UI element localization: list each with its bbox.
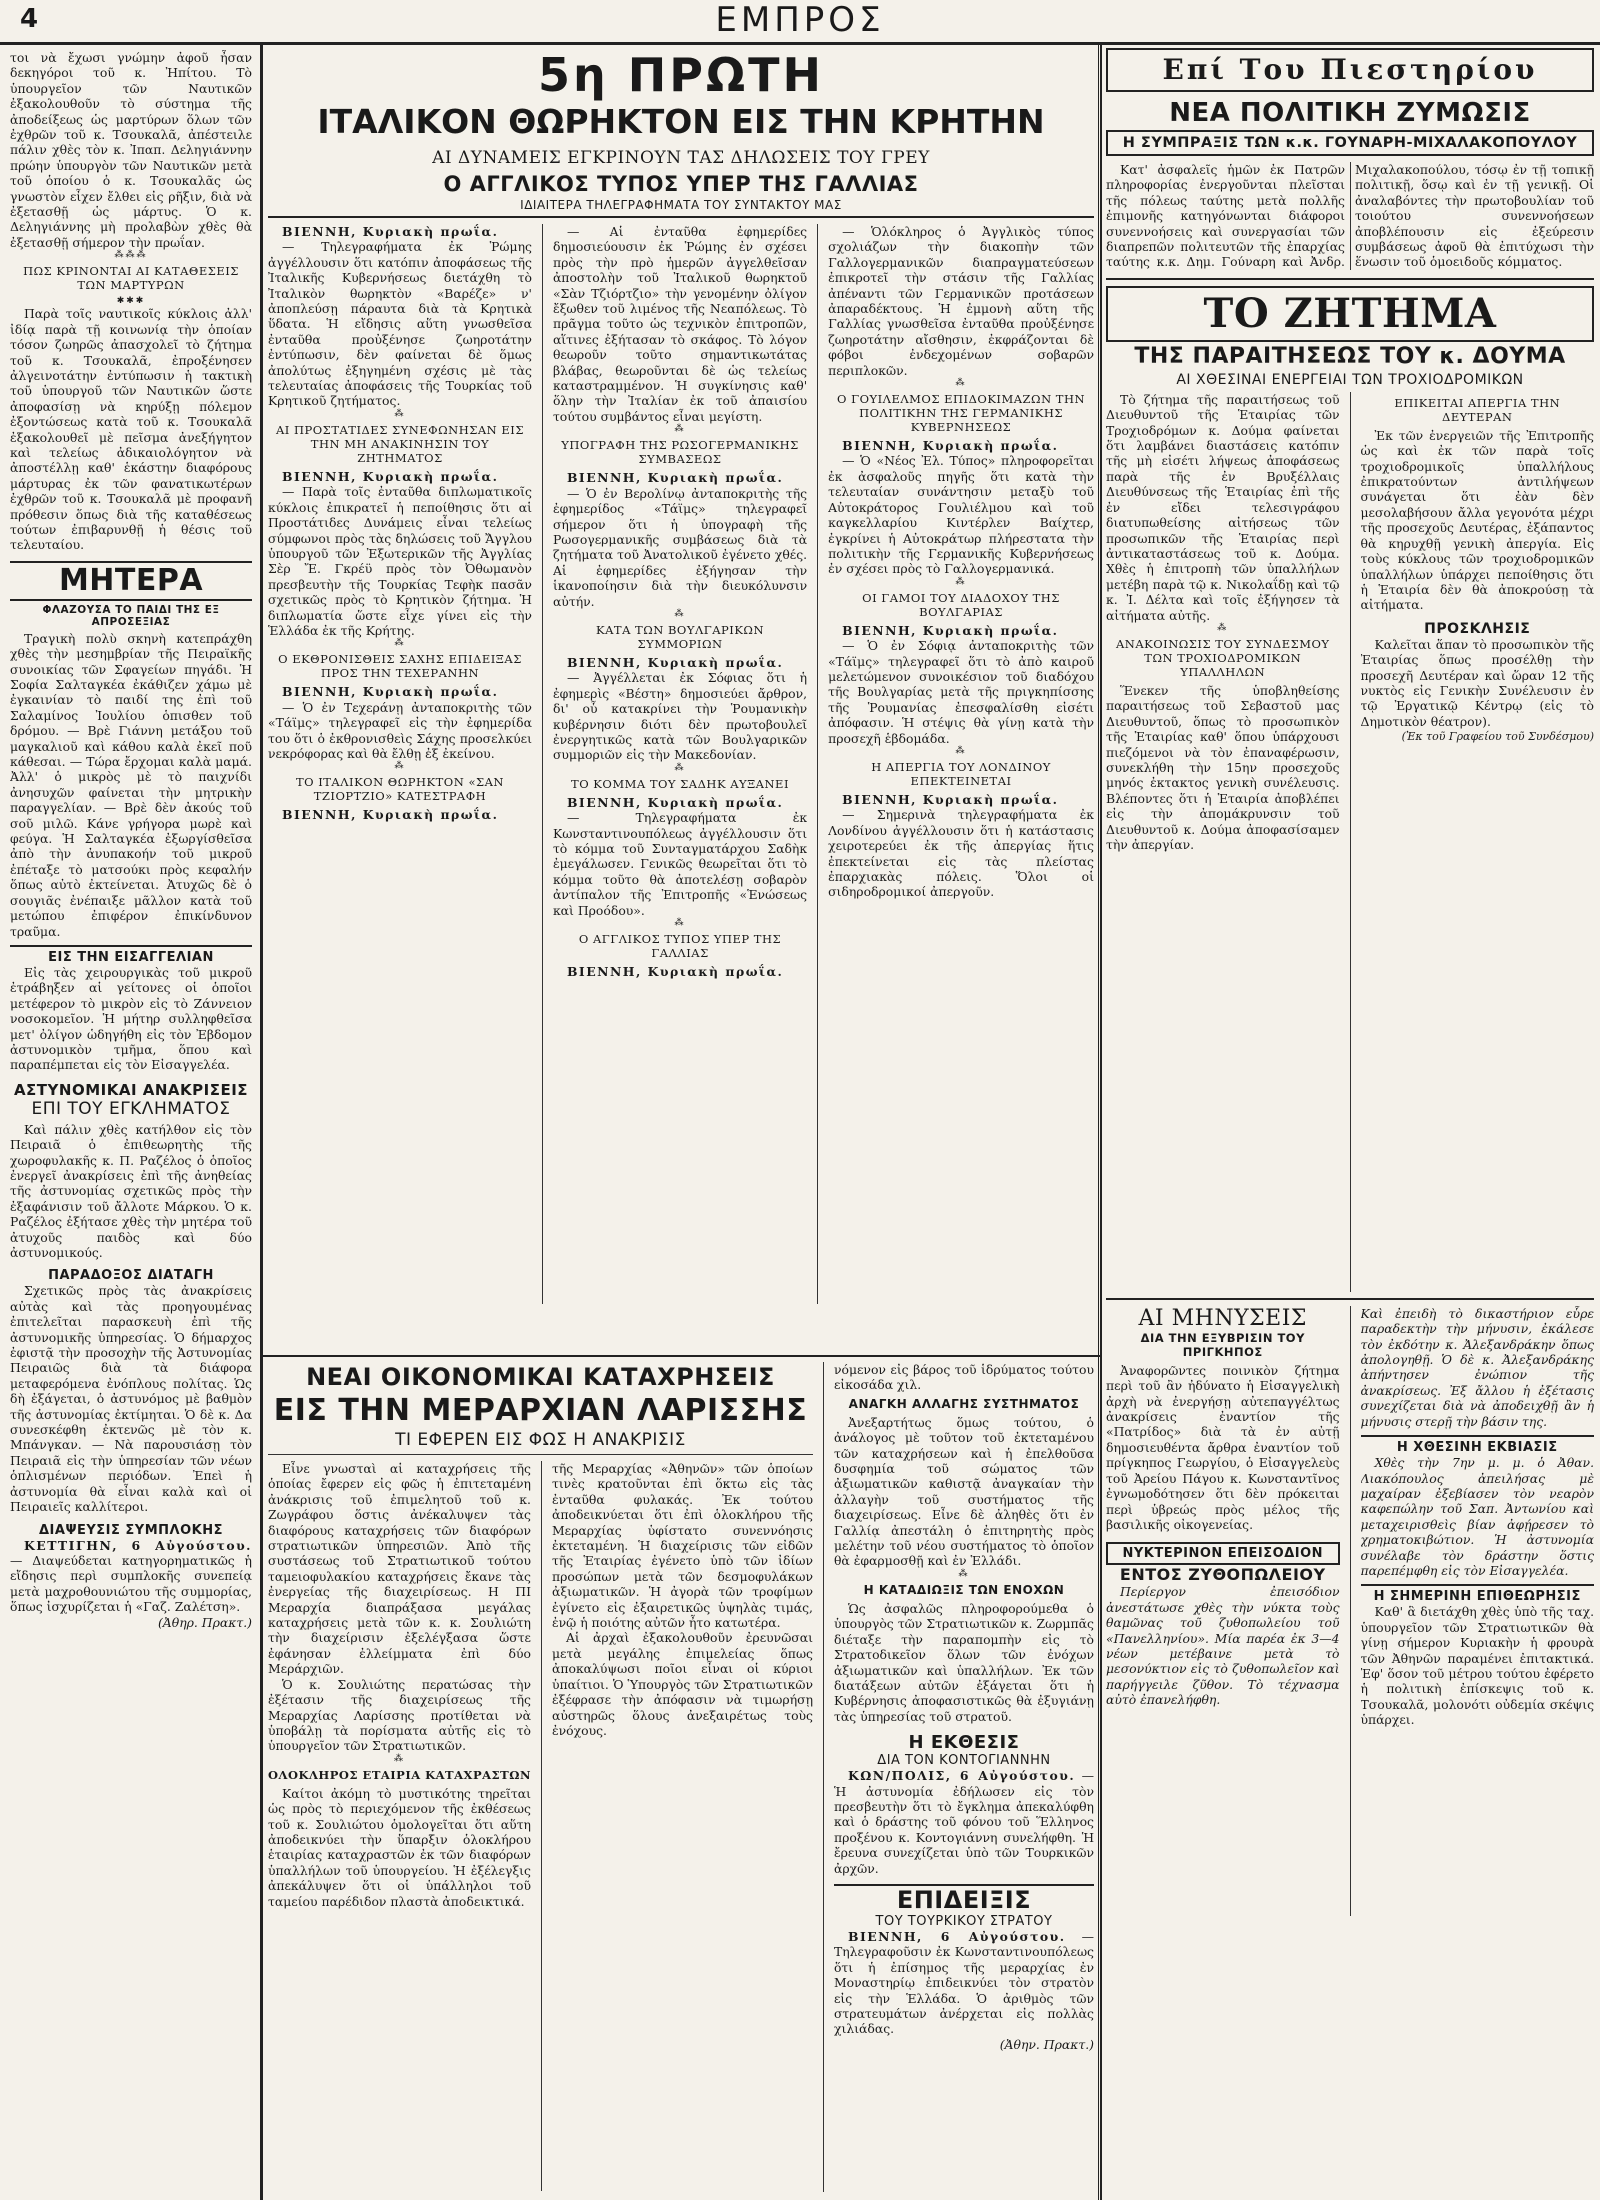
article-body: Εἰς τὰς χειρουργικὰς τοῦ μικροῦ ἐτράβηξεν αἱ γείτονες οἱ ὁποῖοι μετέφερον τὸ μικρὸν εἰς τὸ Ζάννειον νοσοκομεῖον. Ἡ μήτηρ συλληφθεῖσα μετ' ὀλίγον ὡδηγήθη εἰς τὸν Ἐβδομον ἀστυνομικὸν τμῆμα, ὅπου καὶ παραπέμπεται εἰς τὸν Εἰσαγγελέα. (10, 964, 252, 1073)
article-headline: ΜΗΤΕΡΑ (10, 561, 252, 601)
dateline: ΒΙΕΝΝΗ, Κυριακὴ πρωΐα. (566, 964, 784, 980)
article-body: — Σημερινὰ τηλεγραφήματα ἐκ Λονδίνου ἀγγέλλουσιν ὅτι ἡ κατάστασις χειροτερεύει ἐκ τῆς ἀπεργίας ἥτις ἐπεκτείνεται εἰς τὰς πλείστας ἐπαρχιακὰς πόλεις. Ὅλοι οἱ σιδηροδρομικοί ἀπεργοῦν. (828, 807, 1094, 900)
article-body: Καθ' ἃ διετάχθη χθὲς ὑπὸ τῆς ταχ. ὑπουργεῖον τῶν Στρατιωτικῶν θὰ γίνῃ σήμερον Κυριακὴν ἡ φρουρὰ τῶν Ἀθηνῶν παραμένει ἐπιτακτικά. Ἐφ' ὅσον τοῦ μέτρου τούτου ἐφέρετο ἡ πολιτικὴ ἐπίσκεψις τοῦ κ. Τσουκαλᾶ, μολονότι οὐδεμία σκέψις ὑπάρχει. (1360, 1604, 1594, 1728)
dateline: ΒΙΕΝΝΗ, Κυριακὴ πρωΐα. (566, 470, 784, 486)
article-body: Καλεῖται ἅπαν τὸ προσωπικὸν τῆς Ἑταιρίας ὅπως προσέλθῃ τὴν προσεχῆ Δευτέραν καὶ ὥραν 12 τῆς νυκτὸς εἰς Γενικὴν Συνέλευσιν ἐν τῷ Ἐργατικῷ Κέντρῳ (εἰς τὸ Δημοτικὸν θέατρον). (Ἐκ τοῦ Γραφείου τοῦ Συνδέσμου) (1360, 636, 1594, 744)
section-heading: Ο ΓΟΥΙΛΕΛΜΟΣ ΕΠΙΔΟΚΙΜΑΖΩΝ ΤΗΝ ΠΟΛΙΤΙΚΗΝ ΤΗΣ ΓΕΡΜΑΝΙΚΗΣ ΚΥΒΕΡΝΗΣΕΩΣ (837, 392, 1086, 435)
section-rule (262, 1355, 1100, 1357)
page-number: 4 (20, 4, 39, 34)
bottom-story: ΝΕΑΙ ΟΙΚΟΝΟΜΙΚΑΙ ΚΑΤΑΧΡΗΣΕΙΣ ΕΙΣ ΤΗΝ ΜΕΡΑΡΧΙΑΝ ΛΑΡΙΣΣΗΣ ΤΙ ΕΦΕΡΕΝ ΕΙΣ ΦΩΣ Η ΑΝΑΚΡΙΣΙΣ Εἶνε γνωσταὶ αἱ καταχρήσεις τῆς ὁποίας ἔφερεν εἰς φῶς ἡ ἐπιτεταμένη ἀνάκρισις τοῦ ἐπιμελητοῦ τοῦ κ. Ζωγράφου ὅστις ἀνέκαλυψεν τὰς διαφόρους καταχρήσεις τῶν διαφόρων στρατιωτικῶν ὑπηρεσιῶν. Ἀπὸ τῆς συστάσεως τοῦ Στρατιωτικοῦ τούτου ταμειοφυλακίου καταχρήσεις ἔκανε τὰς ἐνεργείας τῆς διαχειρίσεως. Η ΠΙ Μεραρχία διαπράξασα μεγάλας καταχρήσεις μετὰ τῶν κ. κ. Σουλιώτη τὴν διαχείρισιν ἐξελέγξασα ὥστε ἐφάνησαν ἐλλείμματα ἐπὶ δύο Μεράρχιῶν. Ὁ κ. Σουλιώτης περατώσας τὴν ἐξέτασιν τῆς διαχειρίσεως τῆς Μεραρχίας Λαρίσσης προτίθεται νὰ ὑποβάλῃ τὰ πορίσματα αὐτῆς εἰς τὸ ὑπουργεῖον τῶν Στρατιωτικῶν. ⁂ ΟΛΟΚΛΗΡΟΣ ΕΤΑΙΡΙΑ ΚΑΤΑΧΡΑΣΤΩΝ Καίτοι ἀκόμη τὸ μυστικότης τηρεῖται ὡς πρὸς τὸ περιεχόμενον τῆς ἐκθέσεως τοῦ κ. Σουλιώτου ὁμολογεῖται ὅτι αὕτη ἀποδεικνύει τὴν ὕπαρξιν ὁλοκλήρου ἑταιρίας καταχραστῶν ἐκ τῶν διαφόρων ὑπαλλήλων τοῦ ὑπουργείου. Ἡ ἐξέλεγξις ἀπεκάλυψεν ὅτι οἱ ὑπάλληλοι τοῦ ταμείου παρέδιδον πλαστὰ ἀποδεικτικά. τῆς Μεραρχίας «Ἀθηνῶν» τῶν ὁποίων τινὲς κρατοῦνται ἐπὶ ὅκτω εἰς τὰς ἐνταῦθα φυλακάς. Ἐκ τούτου ἀποδεικνύεται ὅτι ἐπὶ ὁλοκλήρου τῆς Μεραρχίας ὑφίστατο συνεννόησις ἐκτεταμένη. Ἡ διαχείρισις τῶν εἰδῶν τῆς Ἑταιρίας ἐγένετο ὑπὸ τῶν ἰδίων προσώπων μετὰ τῶν δεσμοφυλάκων ἀξιωματικῶν. Ἡ ἀγορὰ τῶν τροφίμων ἐγίνετο εἰς ἐξαιρετικῶς ὑψηλὰς τιμάς, ἐνῷ ἡ ποιότης αὐτῶν ἦτο κατωτέρα. Αἱ ἀρχαὶ ἐξακολουθοῦν ἐρευνῶσαι μετὰ μεγάλης ἐπιμελείας ὅπως ἀποκαλύψωσι ποῖοι εἶναι οἱ κύριοι ὑπαίτιοι. Ὁ Ὑπουργὸς τῶν Στρατιωτικῶν ἐξέφρασε τὴν ἀπόφασιν νὰ τιμωρήσῃ αὐστηρῶς ὅλους ἀνεξαιρέτως τοὺς ἐνόχους. νόμενον εἰς βάρος τοῦ ἱδρύματος τούτου εἰκοσάδα χιλ. ΑΝΑΓΚΗ ΑΛΛΑΓΗΣ ΣΥΣΤΗΜΑΤΟΣ Ἀνεξαρτήτως ὅμως τούτου, ὁ ἀνάλογος μὲ τοῦτον τοῦ ἐκτεταμένου τῶν καταχρήσεων καὶ ἡ ἐπελθοῦσα δυσφημία τοῦ σώματος τῶν ἀξιωματικῶν καθιστᾷ ἀναγκαίαν τὴν ἀλλαγὴν τοῦ συστήματος τῆς διαχειρίσεως. Εἶνε δὲ ἀληθὲς ὅτι ἐν Γαλλίᾳ ἀπεστάλη ὁ ἐπιτηρητὴς πρὸς μελέτην τοῦ νέου συστήματος τὸ ὁποῖον θὰ ἐφαρμοσθῇ καὶ ἐν Ἑλλάδι. ⁂ Η ΚΑΤΑΔΙΩΞΙΣ ΤΩΝ ΕΝΟΧΩΝ Ὡς ἀσφαλῶς πληροφορούμεθα ὁ ὑπουργὸς τῶν Στρατιωτικῶν κ. Ζωρμπᾶς διέταξε τὴν παραπομπὴν εἰς τὸ Στρατοδικεῖον ὅλων τῶν ἐνόχων ἀξιωματικῶν καὶ ὑπαλλήλων. Ἐκ τῶν διατάξεων αὐτῶν ἐξάγεται ὅτι ἡ Κυβέρνησις ἀποφασιστικῶς θὰ ἐξυγιάνῃ τὰς ὑπηρεσίας τοῦ στρατοῦ. Η ΕΚΘΕΣΙΣ ΔΙΑ ΤΟΝ ΚΟΝΤΟΓΙΑΝΝΗΝ ΚΩΝ/ΠΟΛΙΣ, 6 Αὐγούστου. — Ἡ ἀστυνομία ἐδήλωσεν εἰς τὸν πρεσβευτὴν ὅτι τὸ ἔγκλημα ἀπεκαλύφθη καὶ ὁ δράστης τοῦ φόνου τοῦ Ἕλληνος προξένου κ. Κοντογιάννη συνελήφθη. Ἡ ἔρευνα συνεχίζεται ὑπὸ τῶν Τουρκικῶν ἀρχῶν. ΕΠΙΔΕΙΞΙΣ ΤΟΥ ΤΟΥΡΚΙΚΟΥ ΣΤΡΑΤΟΥ ΒΙΕΝΝΗ, 6 Αὐγούστου. — Τηλεγραφοῦσιν ἐκ Κωνσταντινουπόλεως ὅτι ἡ ἐπίσημος τῆς μεραρχίας ἐν Μοναστηρίῳ ἐπιδεικνύει τὸν στρατὸν εἰς τὴν Ἑλλάδα. Ὁ ἀριθμὸς τῶν στρατευμάτων ἀνέρχεται εἰς πολλὰς χιλιάδας. (Ἀθην. Πρακτ.) (268, 1362, 1094, 2052)
article-body: Ἐκ τῶν ἐνεργειῶν τῆς Ἐπιτροπῆς ὡς καὶ ἐκ τῶν παρὰ τοῖς τροχιοδρομικοῖς ὑπαλλήλους ἐπικρατούντων ἀντιλήψεων συνάγεται ὅτι ἐὰν δὲν μεσολαβήσουν ἄλλα γεγονότα μέχρι τῆς προσεχοῦς Δευτέρας, ἐξάπαντος θὰ κηρυχθῇ γενικὴ ἀπεργία. Εἰς τοὺς κύκλους τῶν τροχιοδρομικῶν ὑπαλλήλων ὑπάρχει πεποίθησις ὅτι ἡ Ἑταιρία δὲν θὰ ἀποκρούσῃ τὰ αἰτήματα. (1360, 427, 1594, 613)
article-subheadline: ΦΛΑΖΟΥΣΑ ΤΟ ΠΑΙΔΙ ΤΗΣ ΕΞ ΑΠΡΟΣΕΞΙΑΣ (42, 603, 220, 628)
lead-subheadline: ΙΤΑΛΙΚΟΝ ΘΩΡΗΚΤΟΝ ΕΙΣ ΤΗΝ ΚΡΗΤΗΝ (317, 102, 1045, 141)
dateline: ΒΙΕΝΝΗ, Κυριακὴ πρωΐα. (842, 622, 1059, 638)
signature: (Ἐκ τοῦ Γραφείου τοῦ Συνδέσμου) (1401, 730, 1594, 744)
dateline: ΒΙΕΝΝΗ, Κυριακὴ πρωΐα. (282, 684, 499, 700)
dateline: ΚΩΝ/ΠΟΛΙΣ, 6 Αὐγούστου. (847, 1768, 1076, 1784)
article-headline: ΔΙΑΨΕΥΣΙΣ ΣΥΜΠΛΟΚΗΣ (39, 1522, 223, 1538)
article-headline: ΤΟ ΖΗΤΗΜΑ (1106, 286, 1594, 342)
signature: (Ἀθην. Πρακτ.) (999, 2036, 1094, 2052)
masthead-rule (0, 42, 1600, 45)
article-deck: ΑΙ ΧΘΕΣΙΝΑΙ ΕΝΕΡΓΕΙΑΙ ΤΩΝ ΤΡΟΧΙΟΔΡΟΜΙΚΩΝ (1176, 371, 1524, 388)
dateline: ΚΕΤΤΙΓΗΝ, 6 Αὐγούστου. (24, 1537, 252, 1553)
signature: (Ἀθηρ. Πρακτ.) (157, 1614, 252, 1630)
right-column: Επί Του Πιεστηρίου ΝΕΑ ΠΟΛΙΤΙΚΗ ΖΥΜΩΣΙΣ Η ΣΥΜΠΡΑΞΙΣ ΤΩΝ κ.κ. ΓΟΥΝΑΡΗ-ΜΙΧΑΛΑΚΟΠΟΥΛΟΥ Κατ' ἀσφαλεῖς ἡμῶν ἐκ Πατρῶν πληροφορίας ἐνεργοῦνται πλεῖσται τῆς πόλεως ταύτης μετὰ πολλῆς ἐπιμονῆς κατηγόνωνται διάφοροι συνεννοήσεις καὶ συνεργασίαι τῶν διαπρεπῶν πολιτευτῶν τῆς ἐπαρχίας ταύτης κ.κ. Δημ. Γούναρη καὶ Ἀνδρ. Μιχαλακοπούλου, τόσῳ ἐν τῇ τοπικῇ πολιτικῇ, ὅσῳ καὶ ἐν τῇ γενικῇ. Οἱ ἀναλαβόντες τὴν πρωτοβουλίαν τοῦ τοιούτου συνεννοήσεων ἀποβλέπουσιν εἰς ἐξεύρεσιν συμβάσεως ἀφοῦ θὰ ἐπιτύχωσι τὴν ἕνωσιν τοῦ ὁμοειδοῦς κόμματος. ΤΟ ΖΗΤΗΜΑ ΤΗΣ ΠΑΡΑΙΤΗΣΕΩΣ ΤΟΥ κ. ΔΟΥΜΑ ΑΙ ΧΘΕΣΙΝΑΙ ΕΝΕΡΓΕΙΑΙ ΤΩΝ ΤΡΟΧΙΟΔΡΟΜΙΚΩΝ Τὸ ζήτημα τῆς παραιτήσεως τοῦ Διευθυντοῦ τῆς Ἑταιρίας τῶν Τροχιοδρόμων κ. Δούμα φαίνεται ὅτι λαμβάνει διαστάσεις κατόπιν τῆς μὴ εἰσέτι λήψεως ἀποφάσεως παρὰ τῆς ἐν Βρυξέλλαις Διευθύνσεως τῆς Ἑταιρίας ἐπὶ τῆς ἐν εἴδει τελεσιγράφου διατυπωθείσης αἰτήσεως τῶν προσωπικῶν τῆς Ἑταιρίας περὶ ἀντικαταστάσεως τοῦ κ. Δούμα. Χθὲς ἡ ἐπιτροπὴ τῶν ὑπαλλήλων μετέβη παρὰ τῷ κ. Νικολαΐδῃ καὶ τῷ κ. Ἰ. Δέλτα καὶ τοῖς ἐξήγησεν τὰ αἰτήματα αὐτῆς. ⁂ ΑΝΑΚΟΙΝΩΣΙΣ ΤΟΥ ΣΥΝΔΕΣΜΟΥ ΤΩΝ ΤΡΟΧΙΟΔΡΟΜΙΚΩΝ ΥΠΑΛΛΗΛΩΝ Ἕνεκεν τῆς ὑποβληθείσης παραιτήσεως τοῦ Σεβαστοῦ μας Διευθυντοῦ, ὅπως τὸ προσωπικὸν τῆς Ἑταιρίας καθ' ὅπου ὑπάρχουσι πιεζόμενοι νὰ τὸν ἐπαναφέρωσιν, συνεκλήθη τὴν 15ην προσεχοῦς μηνός ἐκτακτος γενικὴ συνέλευσις. Βλέποντες ὅτι ἡ Ἑταιρία ἀποβλέπει εἰς τὴν ἀπομάκρυνσιν τοῦ Διευθυντοῦ κ. Δούμα ἀποφασίσαμεν τὴν ἀπεργίαν. ΕΠΙΚΕΙΤΑΙ ΑΠΕΡΓΙΑ ΤΗΝ ΔΕΥΤΕΡΑΝ Ἐκ τῶν ἐνεργειῶν τῆς Ἐπιτροπῆς ὡς καὶ ἐκ τῶν παρὰ τοῖς τροχιοδρομικοῖς ὑπαλλήλους ἐπικρατούντων ἀντιλήψεων συνάγεται ὅτι ἐὰν δὲν μεσολαβήσουν ἄλλα γεγονότα μέχρι τῆς προσεχοῦς Δευτέρας, ἐξάπαντος θὰ κηρυχθῇ γενικὴ ἀπεργία. Εἰς τοὺς κύκλους τῶν τροχιοδρομικῶν ὑπαλλήλων ὑπάρχει πεποίθησις ὅτι ἡ Ἑταιρία δὲν θὰ ἀποκρούσῃ τὰ αἰτήματα. ΠΡΟΣΚΛΗΣΙΣ Καλεῖται ἅπαν τὸ προσωπικὸν τῆς Ἑταιρίας ὅπως προσέλθῃ τὴν προσεχῆ Δευτέραν καὶ ὥραν 12 τῆς νυκτὸς εἰς Γενικὴν Συνέλευσιν ἐν τῷ Ἐργατικῷ Κέντρῳ (εἰς τὸ Δημοτικὸν θέατρον). (Ἐκ τοῦ Γραφείου τοῦ Συνδέσμου) ΑΙ ΜΗΝΥΣΕΙΣ ΔΙΑ ΤΗΝ ΕΞΥΒΡΙΣΙΝ ΤΟΥ ΠΡΙΓΚΗΠΟΣ Ἀναφορῶντες ποινικὸν ζήτημα περὶ τοῦ ἂν ἠδύνατο ἡ Εἰσαγγελικὴ ἀρχὴ νὰ ἐνεργήσῃ αὐτεπαγγέλτως ἀνακρίσεις ἐναντίον τῆς «Πατρίδος» διὰ τὰ ἐν αὐτῇ δημοσιευθέντα ἄρθρα ἐναντίον τοῦ πρίγκηπος Γεωργίου, ὁ Εἰσαγγελεὺς τοῦ Ἀρείου Πάγου κ. Κωνσταντῖνος ἐγνωμοδότησεν ὅτι δὲν πρόκειται περὶ ὑβρεώς πρὸς μέλος τῆς βασιλικῆς οἰκογενείας. ΝΥΚΤΕΡΙΝΟΝ ΕΠΕΙΣΟΔΙΟΝ ΕΝΤΟΣ ΖΥΘΟΠΩΛΕΙΟΥ Περίεργον ἐπεισόδιον ἀνεστάτωσε χθὲς τὴν νύκτα τοὺς θαμῶνας τοῦ ζυθοπωλείου τοῦ «Πανελληνίου». Μία παρέα ἐκ 3—4 νέων μετέβαινε μετὰ τὸ μεσονύκτιον εἰς τὸ ζυθοπωλεῖον καὶ παρήγγειλε ζῦθον. Τὸ τέχνασμα αὐτὸ ἐπανελήφθη. Καὶ ἐπειδὴ τὸ δικαστήριον εὗρε παραδεκτὴν τὴν μήνυσιν, ἐκάλεσε τὸν ἐκδότην κ. Ἀλεξανδράκην ὅπως ἀπολογηθῇ. Ὁ δὲ κ. Ἀλεξανδράκης ἀπήντησεν ἐνώπιον τῆς ἀνακρίσεως. Ἐξ ἄλλου ἡ ἐξέτασις συνεχίζεται διὰ νὰ ἀποδειχθῇ ἂν ἡ μήνυσις στερῇ τὴν βάσιν της. Η ΧΘΕΣΙΝΗ ΕΚΒΙΑΣΙΣ Χθὲς τὴν 7ην μ. μ. ὁ Ἀθαν. Λιακόπουλος ἀπειλήσας μὲ μαχαίραν ἐξεβίασεν τὸν νεαρὸν καφεπώλην τοῦ Σαπ. Ἀντωνίου καὶ μεταχειρισθεὶς βίαν ἀφῄρεσεν τὸ χρηματοκιβώτιον. Ἡ ἀστυνομία συνέλαβε τὸν δράστην ὅστις παρεπέμφθη εἰς τὸν Εἰσαγγελέα. Η ΣΗΜΕΡΙΝΗ ΕΠΙΘΕΩΡΗΣΙΣ Καθ' ἃ διετάχθη χθὲς ὑπὸ τῆς ταχ. ὑπουργεῖον τῶν Στρατιωτικῶν θὰ γίνῃ σήμερον Κυριακὴν ἡ φρουρὰ τῶν Ἀθηνῶν παραμένει ἐπιτακτικά. Ἐφ' ὅσον τοῦ μέτρου τούτου ἐφέρετο ἡ πολιτικὴ ἐπίσκεψις τοῦ κ. Τσουκαλᾶ, μολονότι οὐδεμία σκέψις ὑπάρχει. (1106, 48, 1594, 2196)
lead-deck-2: Ο ΑΓΓΛΙΚΟΣ ΤΥΠΟΣ ΥΠΕΡ ΤΗΣ ΓΑΛΛΙΑΣ (443, 172, 919, 196)
article-body: — Ἀγγέλλεται ἐκ Σόφιας ὅτι ἡ ἐφημερὶς «Βέστη» δημοσιεύει ἄρθρον, δι' οὗ κατακρίνει τὴν Ῥουμανικὴν κυβέρνησιν διότι δὲν πρωτοβουλεῖ ἐνεργητικῶς κατὰ τῶν Βουλγαρικῶν συμμοριῶν εἰς τὴν Μακεδονίαν. (552, 670, 808, 763)
dateline: ΒΙΕΝΝΗ, Κυριακὴ πρωΐα. (842, 791, 1059, 807)
article-body: ΚΩΝ/ΠΟΛΙΣ, 6 Αὐγούστου. — Ἡ ἀστυνομία ἐδήλωσεν εἰς τὸν πρεσβευτὴν ὅτι τὸ ἔγκλημα ἀπεκαλύφθη καὶ ὁ δράστης τοῦ φόνου τοῦ Ἕλληνος προξένου κ. Κοντογιάννη συνελήφθη. Ἡ ἔρευνα συνεχίζεται ὑπὸ τῶν Τουρκικῶν ἀρχῶν. (833, 1768, 1094, 1876)
dateline: ΒΙΕΝΝΗ, Κυριακὴ πρωΐα. (842, 438, 1059, 454)
article-body: — Ὁ ἐν Βερολίνῳ ἀνταποκριτὴς τῆς ἐφημερίδος «Τάϊμς» τηλεγραφεῖ σήμερον ὅτι ἡ ὑπογραφὴ τῆς Ρωσογερμανικῆς συμβάσεως διὰ τὰ ζητήματα τοῦ Ἀνατολικοῦ ἐγένετο χθές. Αἱ ἐφημερίδες ἐξήγησαν τὴν ἱκανοποίησιν διὰ τὴν διευκόλυνσιν αὐτήν. (552, 485, 808, 609)
article-body: — Παρὰ τοῖς ἐνταῦθα διπλωματικοῖς κύκλοις ἐπικρατεῖ ἡ πεποίθησις ὅτι αἱ Προστάτιδες Δυνάμεις εἶναι τελείως σύμφωνοι πρὸς τὰς δηλώσεις τοῦ Ἄγγλου ὑπουργοῦ τῶν Ἐξωτερικῶν τῆς Ἀγγλίας Σὲρ Ἔ. Γκρέϋ πρὸς τὸν Ὀθωμανὸν πρεσβευτὴν τῆς Τουρκίας Τεφὴκ πασᾶν σχετικῶς πρὸς τὸ Κρητικὸν ζήτημα. Ἡ διπλωματία ὥστε εἶχε γίνει εἰς τὴν Ἑλλάδα ἐκ τῆς Κρήτης. (268, 484, 532, 638)
article-subheadline: ΤΗΣ ΠΑΡΑΙΤΗΣΕΩΣ ΤΟΥ κ. ΔΟΥΜΑ (1134, 343, 1566, 369)
article-body: Ἀνεξαρτήτως ὅμως τούτου, ὁ ἀνάλογος μὲ τοῦτον τοῦ ἐκτεταμένου τῶν καταχρήσεων καὶ ἡ ἐπελθοῦσα δυσφημία τοῦ σώματος τῶν ἀξιωματικῶν καθιστᾷ ἀναγκαίαν τὴν ἀλλαγὴν τοῦ συστήματος τῆς διαχειρίσεως. Εἶνε δὲ ἀληθὲς ὅτι ἐν Γαλλίᾳ ἀπεστάλη ὁ ἐπιτηρητὴς πρὸς μελέτην τοῦ νέου συστήματος τὸ ὁποῖον θὰ ἐφαρμοσθῇ καὶ ἐν Ἑλλάδι. (833, 1414, 1094, 1569)
lead-story (268, 48, 1094, 1350)
article-body: Κατ' ἀσφαλεῖς ἡμῶν ἐκ Πατρῶν πληροφορίας ἐνεργοῦνται πλεῖσται τῆς πόλεως ταύτης μετὰ πολλῆς ἐπιμονῆς κατηγόνωνται διάφοροι συνεννοήσεις καὶ συνεργασίαι τῶν διαπρεπῶν πολιτευτῶν τῆς ἐπαρχίας ταύτης κ.κ. Δημ. Γούναρη καὶ Ἀνδρ. Μιχαλακοπούλου, τόσῳ ἐν τῇ τοπικῇ πολιτικῇ, ὅσῳ καὶ ἐν τῇ γενικῇ. Οἱ ἀναλαβόντες τὴν πρωτοβουλίαν τοῦ τοιούτου συνεννοήσεων ἀποβλέπουσιν εἰς ἐξεύρεσιν συμβάσεως ἀφοῦ θὰ ἐπιτύχωσι τὴν ἕνωσιν τοῦ ὁμοειδοῦς κόμματος. (1106, 162, 1594, 270)
article-headline: ΝΕΑ ΠΟΛΙΤΙΚΗ ΖΥΜΩΣΙΣ (1169, 98, 1531, 128)
section-heading: ΠΡΟΣΚΛΗΣΙΣ (1424, 620, 1531, 637)
article-body: — Ὁ ἐν Σόφιᾳ ἀνταποκριτὴς τῶν «Τάϊμς» τηλεγραφεῖ ὅτι τὸ ἀπὸ καιροῦ μελετώμενον συνοικέσιον τοῦ διαδόχου τῆς Βουλγαρίας μετὰ τῆς πριγκηπίσσης τῆς Ῥουμανίας ἐπεσφαλίσθη εἰσέτι ἀπόφασιν. Ἡ στέψις θὰ γίνῃ κατὰ τὴν προσεχῆ ἑβδομάδα. (828, 638, 1094, 746)
lead-headline: 5η ΠΡΩΤΗ (538, 48, 824, 102)
dateline: ΒΙΕΝΝΗ, Κυριακὴ πρωΐα. (566, 794, 784, 810)
article-body: ΚΕΤΤΙΓΗΝ, 6 Αὐγούστου. — Διαψεύδεται κατηγορηματικῶς ἡ εἴδησις περὶ συμπλοκῆς συνεπείᾳ μετὰ μαχροθουνιώτου τῆς συμμορίας, ὅπως ἰσχυρίζεται ἡ «Γαζ. Ζαλέτση». (Ἀθηρ. Πρακτ.) (10, 1537, 252, 1630)
lead-byline: ΙΔΙΑΙΤΕΡΑ ΤΗΛΕΓΡΑΦΗΜΑΤΑ ΤΟΥ ΣΥΝΤΑΚΤΟΥ ΜΑΣ (268, 198, 1094, 218)
article-headline: Η ΧΘΕΣΙΝΗ ΕΚΒΙΑΣΙΣ (1361, 1435, 1595, 1455)
article-body: Περίεργον ἐπεισόδιον ἀνεστάτωσε χθὲς τὴν νύκτα τοὺς θαμῶνας τοῦ ζυθοπωλείου τοῦ «Πανελληνίου». Μία παρέα ἐκ 3—4 νέων μετέβαινε μετὰ τὸ μεσονύκτιον εἰς τὸ ζυθοπωλεῖον καὶ παρήγγειλε ζῦθον. Τὸ τέχνασμα αὐτὸ ἐπανελήφθη. (1106, 1584, 1340, 1708)
article-headline: Η ΣΗΜΕΡΙΝΗ ΕΠΙΘΕΩΡΗΣΙΣ (1361, 1584, 1595, 1604)
column-rule (262, 45, 263, 2200)
section-heading: ΑΝΑΚΟΙΝΩΣΙΣ ΤΟΥ ΣΥΝΔΕΣΜΟΥ ΤΩΝ ΤΡΟΧΙΟΔΡΟΜΙΚΩΝ ΥΠΑΛΛΗΛΩΝ (1115, 636, 1330, 679)
section-heading: Η ΕΚΘΕΣΙΣ (908, 1732, 1020, 1754)
section-heading: ΟΙ ΓΑΜΟΙ ΤΟΥ ΔΙΑΔΟΧΟΥ ΤΗΣ ΒΟΥΛΓΑΡΙΑΣ (862, 590, 1060, 619)
dateline: ΒΙΕΝΝΗ, Κυριακὴ πρωΐα. (566, 654, 784, 670)
separator: ⁂⁂⁂ (114, 250, 148, 261)
dateline: ΒΙΕΝΝΗ, Κυριακὴ πρωΐα. (282, 807, 499, 823)
article-body: Καίτοι ἀκόμη τὸ μυστικότης τηρεῖται ὡς πρὸς τὸ περιεχόμενον τῆς ἐκθέσεως τοῦ κ. Σουλιώτου ὁμολογεῖται ὅτι αὕτη ἀποδεικνύει τὴν ὕπαρξιν ὁλοκλήρου ἑταιρίας καταχραστῶν ἐκ τῶν διαφόρων ὑπαλλήλων τοῦ ὑπουργείου. Ἡ ἐξέλεγξις ἀπεκάλυψεν ὅτι οἱ ὑπάλληλοι τοῦ ταμείου παρέδιδον πλαστὰ ἀποδεικτικά. (268, 1785, 531, 1909)
article-headline: ΝΥΚΤΕΡΙΝΟΝ ΕΠΕΙΣΟΔΙΟΝ (1106, 1542, 1340, 1565)
article-subheadline: ΕΝΤΟΣ ΖΥΘΟΠΩΛΕΙΟΥ (1119, 1565, 1326, 1585)
article-body: — Τηλεγραφήματα ἐκ Κωνσταντινουπόλεως ἀγγέλλουσιν ὅτι τὸ κόμμα τοῦ Συνταγματάρχου Σαδὴκ ἐμεγάλωσεν. Γενικῶς θεωρεῖται ὅτι τὸ κόμμα τοῦτο θὰ ἀποτελέσῃ σοβαρὸν ἀντίπαλον τῆς Ἐπιτροπῆς «Ἑνώσεως καὶ Προόδου». (552, 810, 808, 918)
article-body: Παρὰ τοῖς ναυτικοῖς κύκλοις ἀλλ' ἰδίᾳ παρὰ τῇ κοινωνίᾳ τὴν ὁποίαν τόσον ζωηρῶς ἀπασχολεῖ τὸ ζήτημα τοῦ κ. Τσουκαλᾶ, ἐπροξένησεν ἀλγεινοτάτην ἐντύπωσιν ἡ τακτικὴ τοῦ ὑπουργοῦ τῶν Ναυτικῶν ὥστε ἀποφασίσῃ νὰ κηρύξῃ πόλεμον ἐξοντώσεως κατὰ τοῦ κ. Τσουκαλᾶ ἐξακολουθεῖ μὲ πεῖσμα ἀνεξήγητον καὶ τελείως ἀδικαιολόγητον νὰ ἀποστέλλῃ καθ' ἑκάστην διαφόρους μάρτυρας ἐκ τῶν φανατικωτέρων ἐχθρῶν τοῦ κ. Τσουκαλᾶ μὲ προφανῆ πρόθεσιν ὅπως διὰ τῆς καταθέσεως τούτων ἐπιβαρυνθῇ ἡ θέσις τοῦ τελευταίου. (10, 306, 252, 553)
lead-column: — Ὁλόκληρος ὁ Ἀγγλικὸς τύπος σχολιάζων τὴν διακοπὴν τῶν Γαλλογερμανικῶν διαπραγματεύσεων ἐπικροτεῖ τὴν στάσιν τῆς Γαλλίας ἀπέναντι τῶν Γερμανικῶν προτάσεων ἀπαραδέκτους. Ἡ ἐμμονὴ αὕτη τῆς Γαλλίας γνωσθεῖσα ἐνταῦθα προὐξένησε ζωηροτάτην αἴσθησιν, ἐκφράζονται δὲ φόβοι ἐνδεχομένων σοβαρῶν περιπλοκῶν. ⁂ Ο ΓΟΥΙΛΕΛΜΟΣ ΕΠΙΔΟΚΙΜΑΖΩΝ ΤΗΝ ΠΟΛΙΤΙΚΗΝ ΤΗΣ ΓΕΡΜΑΝΙΚΗΣ ΚΥΒΕΡΝΗΣΕΩΣ ΒΙΕΝΝΗ, Κυριακὴ πρωΐα. — Ὁ «Νέος Ἐλ. Τύπος» πληροφορεῖται ἐκ ἀσφαλοῦς πηγῆς ὅτι κατὰ τὴν τελευταίαν συνάντησιν μεταξὺ τοῦ Αὐτοκράτορος Γουλιέλμου καὶ τοῦ καγκελλαρίου Κιντέρλεν Βαίχτερ, ἐγκρίνει ἡ Αὐτοκράτωρ πλήρεστατα τὴν πολιτικὴν τῆς Γερμανικῆς Κυβερνήσεως ἐν σχέσει πρὸς τὸ Γαλλογερμανικά. ⁂ ΟΙ ΓΑΜΟΙ ΤΟΥ ΔΙΑΔΟΧΟΥ ΤΗΣ ΒΟΥΛΓΑΡΙΑΣ ΒΙΕΝΝΗ, Κυριακὴ πρωΐα. — Ὁ ἐν Σόφιᾳ ἀνταποκριτὴς τῶν «Τάϊμς» τηλεγραφεῖ ὅτι τὸ ἀπὸ καιροῦ μελετώμενον συνοικέσιον τοῦ διαδόχου τῆς Βουλγαρίας μετὰ τῆς πριγκηπίσσης τῆς Ῥουμανίας ἐπεσφαλίσθη εἰσέτι ἀπόφασιν. Ἡ στέψις θὰ γίνῃ κατὰ τὴν προσεχῆ ἑβδομάδα. ⁂ Η ΑΠΕΡΓΙΑ ΤΟΥ ΛΟΝΔΙΝΟΥ ΕΠΕΚΤΕΙΝΕΤΑΙ ΒΙΕΝΝΗ, Κυριακὴ πρωΐα. — Σημερινὰ τηλεγραφήματα ἐκ Λονδίνου ἀγγέλλουσιν ὅτι ἡ κατάστασις χειροτερεύει ἐκ τῆς ἀπεργίας ἥτις ἐπεκτείνεται εἰς τὰς πλείστας ἐπαρχιακὰς πόλεις. Ὅλοι οἱ σιδηροδρομικοί ἀπεργοῦν. (828, 224, 1094, 900)
article-headline: ΕΙΣ ΤΗΝ ΕΙΣΑΓΓΕΛΙΑΝ (10, 945, 252, 965)
section-heading: ΥΠΟΓΡΑΦΗ ΤΗΣ ΡΩΣΟΓΕΡΜΑΝΙΚΗΣ ΣΥΜΒΑΣΕΩΣ (561, 438, 799, 467)
article-body: Καὶ πάλιν χθὲς κατήλθον εἰς τὸν Πειραιᾶ ὁ ἐπιθεωρητὴς τῆς χωροφυλακῆς κ. Π. Ραζέλος ὁ ὁποῖος ἐνεργεῖ ἀνακρίσεις ἐπὶ τῆς ἀνηθείας τῆς ἀστυνομίας σχετικῶς πρὸς τὴν ἐξαφάνισιν τοῦ ἄλλοτε Μάρκου. Ὁ κ. Ραζέλος ἐξήτασε χθὲς τὴν μητέρα τοῦ ἀτυχοῦς παιδὸς καὶ δύο ἀστυνομικούς. (10, 1121, 252, 1260)
section-heading: ΤΟ ΚΟΜΜΑ ΤΟΥ ΣΑΔΗΚ ΑΥΞΑΝΕΙ (571, 776, 789, 791)
article-body: Ἀναφορῶντες ποινικὸν ζήτημα περὶ τοῦ ἂν ἠδύνατο ἡ Εἰσαγγελικὴ ἀρχὴ νὰ ἐνεργήσῃ αὐτεπαγγέλτως ἀνακρίσεις ἐναντίον τῆς «Πατρίδος» διὰ τὰ ἐν αὐτῇ δημοσιευθέντα ἄρθρα ἐναντίον τοῦ πρίγκηπος Γεωργίου, ὁ Εἰσαγγελεὺς τοῦ Ἀρείου Πάγου κ. Κωνσταντῖνος ἐγνωμοδότησεν ὅτι δὲν πρόκειται περὶ ὑβρεώς πρὸς μέλος τῆς βασιλικῆς οἰκογενείας. (1106, 1362, 1340, 1532)
article-body: Χθὲς τὴν 7ην μ. μ. ὁ Ἀθαν. Λιακόπουλος ἀπειλήσας μὲ μαχαίραν ἐξεβίασεν τὸν νεαρὸν καφεπώλην τοῦ Σαπ. Ἀντωνίου καὶ μεταχειρισθεὶς βίαν ἀφῄρεσεν τὸ χρηματοκιβώτιον. Ἡ ἀστυνομία συνέλαβε τὸν δράστην ὅστις παρεπέμφθη εἰς τὸν Εἰσαγγελέα. (1360, 1455, 1594, 1578)
section-heading: Ο ΑΓΓΛΙΚΟΣ ΤΥΠΟΣ ΥΠΕΡ ΤΗΣ ΓΑΛΛΙΑΣ (578, 932, 782, 961)
article-body: Σχετικῶς πρὸς τὰς ἀνακρίσεις αὐτὰς καὶ τὰς προηγουμένας ἐπιτελεῖται παρασκευὴ ἐπὶ τῆς ἀστυνομικῆς ὑπηρεσίας. Ὁ δήμαρχος ἐφιστᾷ τὴν προσοχὴν τῆς Ἀστυνομίας Πειραιῶς διὰ τὰ διάφορα μεταφερόμενα ἐνόπλους πολίτας. Ὡς δὴ ἐξάγεται, ὁ ἀστυνόμος μὲ βαθμὸν τῆς ἀστυνομίας ἐκτίμηται. Ὁ δὲ κ. Δα συνεσκέφθη ἐκτενῶς μὲ τὸν κ. Μπάνγκαν. — Νὰ παρουσιάσῃ τὸν Πειραιᾶ εἰς τὴν ὑπηρεσίαν τῶν νέων ὁπλισμένων περιόδων. Ἐπεὶ ἡ ἀστυνομία θὰ εἶναι καλὰ καὶ οἱ Πειραιεῖς καλλίτεροι. (10, 1283, 252, 1515)
section-heading: ΑΙ ΠΡΟΣΤΑΤΙΔΕΣ ΣΥΝΕΦΩΝΗΣΑΝ ΕΙΣ ΤΗΝ ΜΗ ΑΝΑΚΙΝΗΣΙΝ ΤΟΥ ΖΗΤΗΜΑΤΟΣ (275, 422, 524, 465)
article-subheadline: ΕΠΙ ΤΟΥ ΕΓΚΛΗΜΑΤΟΣ (31, 1098, 231, 1119)
dateline: ΒΙΕΝΝΗ, 6 Αὐγούστου. (847, 1928, 1066, 1944)
section-heading: ΤΟ ΙΤΑΛΙΚΟΝ ΘΩΡΗΚΤΟΝ «ΣΑΝ ΤΖΙΟΡΤΖΙΟ» ΚΑΤΕΣΤΡΑΦΗ (295, 775, 504, 804)
article-body: Ὡς ἀσφαλῶς πληροφορούμεθα ὁ ὑπουργὸς τῶν Στρατιωτικῶν κ. Ζωρμπᾶς διέταξε τὴν παραπομπὴν εἰς τὸ Στρατοδικεῖον ὅλων τῶν ἐνόχων ἀξιωματικῶν καὶ ὑπαλλήλων. Ἐκ τῶν διατάξεων αὐτῶν ἐξάγεται ὅτι ἡ Κυβέρνησις ἀποφασιστικῶς θὰ ἐξυγιάνῃ τὰς ὑπηρεσίας τοῦ στρατοῦ. (833, 1600, 1094, 1724)
article-subheadline: ΔΙΑ ΤΗΝ ΕΞΥΒΡΙΣΙΝ ΤΟΥ ΠΡΙΓΚΗΠΟΣ (1140, 1330, 1305, 1359)
column-rule (1100, 45, 1102, 2200)
section-heading: ΑΝΑΓΚΗ ΑΛΛΑΓΗΣ ΣΥΣΤΗΜΑΤΟΣ (848, 1396, 1080, 1411)
lead-column: — Αἱ ἐνταῦθα ἐφημερίδες δημοσιεύουσιν ἐκ Ῥώμης ἐν σχέσει πρὸς τὴν πρὸ ἡμερῶν ἀγγελθεῖσαν ἀποστολὴν τοῦ Ἰταλικοῦ θωρηκτοῦ «Σὰν Τζιόρτζιο» τὴν γενομένην ὀλίγον ἔξωθεν τοῦ λιμένος τῆς Νεαπόλεως. Τὸ πρᾶγμα τοῦτο ὡς τεχνικὸν ἐπιτροπῶν, αἵτινες ἐξήτασαν τὸ σκάφος. Τὸ λόγον θεωροῦν τοῦτο σημαντικωτάτας βλάβας, θεωροῦνται δὲ ὡς τελείως καταστραμμένον. Ἡ συγκίνησις καθ' ὅλην τὴν Ἰταλίαν ἐκ τοῦ ἀπαισίου τούτου συμβάντος εἶναι μεγίστη. ⁂ ΥΠΟΓΡΑΦΗ ΤΗΣ ΡΩΣΟΓΕΡΜΑΝΙΚΗΣ ΣΥΜΒΑΣΕΩΣ ΒΙΕΝΝΗ, Κυριακὴ πρωΐα. — Ὁ ἐν Βερολίνῳ ἀνταποκριτὴς τῆς ἐφημερίδος «Τάϊμς» τηλεγραφεῖ σήμερον ὅτι ἡ ὑπογραφὴ τῆς Ρωσογερμανικῆς συμβάσεως διὰ τὰ ζητήματα τοῦ Ἀνατολικοῦ ἐγένετο χθές. Αἱ ἐφημερίδες ἐξήγησαν τὴν ἱκανοποίησιν διὰ τὴν διευκόλυνσιν αὐτήν. ⁂ ΚΑΤΑ ΤΩΝ ΒΟΥΛΓΑΡΙΚΩΝ ΣΥΜΜΟΡΙΩΝ ΒΙΕΝΝΗ, Κυριακὴ πρωΐα. — Ἀγγέλλεται ἐκ Σόφιας ὅτι ἡ ἐφημερὶς «Βέστη» δημοσιεύει ἄρθρον, δι' οὗ κατακρίνει τὴν Ῥουμανικὴν κυβέρνησιν διότι δὲν πρωτοβουλεῖ ἐνεργητικῶς κατὰ τῶν Βουλγαρικῶν συμμοριῶν εἰς τὴν Μακεδονίαν. ⁂ ΤΟ ΚΟΜΜΑ ΤΟΥ ΣΑΔΗΚ ΑΥΞΑΝΕΙ ΒΙΕΝΝΗ, Κυριακὴ πρωΐα. — Τηλεγραφήματα ἐκ Κωνσταντινουπόλεως ἀγγέλλουσιν ὅτι τὸ κόμμα τοῦ Συνταγματάρχου Σαδὴκ ἐμεγάλωσεν. Γενικῶς θεωρεῖται ὅτι τὸ κόμμα τοῦτο θὰ ἀποτελέσῃ σοβαρὸν ἀντίπαλον τῆς Ἐπιτροπῆς «Ἑνώσεως καὶ Προόδου». ⁂ Ο ΑΓΓΛΙΚΟΣ ΤΥΠΟΣ ΥΠΕΡ ΤΗΣ ΓΑΛΛΙΑΣ ΒΙΕΝΝΗ, Κυριακὴ πρωΐα. (552, 224, 808, 980)
article-body: τῆς Μεραρχίας «Ἀθηνῶν» τῶν ὁποίων τινὲς κρατοῦνται ἐπὶ ὅκτω εἰς τὰς ἐνταῦθα φυλακάς. Ἐκ τούτου ἀποδεικνύεται ὅτι ἐπὶ ὁλοκλήρου τῆς Μεραρχίας ὑφίστατο συνεννόησις ἐκτεταμένη. Ἡ διαχείρισις τῶν εἰδῶν τῆς Ἑταιρίας ἐγένετο ὑπὸ τῶν ἰδίων προσώπων μετὰ τῶν δεσμοφυλάκων ἀξιωματικῶν. Ἡ ἀγορὰ τῶν τροφίμων ἐγίνετο εἰς ἐξαιρετικῶς ὑψηλὰς τιμάς, ἐνῷ ἡ ποιότης αὐτῶν ἦτο κατωτέρα. Αἱ ἀρχαὶ ἐξακολουθοῦν ἐρευνῶσαι μετὰ μεγάλης ἐπιμελείας ὅπως ἀποκαλύψωσι ποῖοι εἶναι οἱ κύριοι ὑπαίτιοι. Ὁ Ὑπουργὸς τῶν Στρατιωτικῶν ἐξέφρασε τὴν ἀπόφασιν νὰ τιμωρήσῃ αὐστηρῶς ὅλους ἀνεξαιρέτως τοὺς ἐνόχους. (551, 1461, 813, 1738)
left-column: τοι νὰ ἔχωσι γνώμην ἀφοῦ ἦσαν δεκηγόροι τοῦ κ. Ἠπίτου. Τὸ ὑπουργεῖον τῶν Ναυτικῶν ἐξακολουθοῦν τὸ σύστημα τῆς ἀποδείξεως ὡς μαρτύρων ὅλων τῶν ἐχθρῶν τοῦ κ. Τσουκαλᾶ, ἀπέστειλε πάλιν χθὲς τὸν κ. Ἰπαπ. Δεληγιάννην πρώην ὑπουργὸν τῶν Ναυτικῶν μετὰ τοῦ ὁποίου ὁ κ. Τσουκαλᾶς ὡς γνωστὸν εἶχεν ἔλθει εἰς ρῆξιν, διὰ νὰ ἐξετασθῇ ὡς μάρτυς. Ὁ κ. Δεληγιάννης μὴ προλαβὼν χθὲς θὰ ἐξετασθῇ σήμερον τὴν πρωΐαν. ⁂⁂⁂ ΠΩΣ ΚΡΙΝΟΝΤΑΙ ΑΙ ΚΑΤΑΘΕΣΕΙΣ ΤΩΝ ΜΑΡΤΥΡΩΝ ✱✱✱ Παρὰ τοῖς ναυτικοῖς κύκλοις ἀλλ' ἰδίᾳ παρὰ τῇ κοινωνίᾳ τὴν ὁποίαν τόσον ζωηρῶς ἀπασχολεῖ τὸ ζήτημα τοῦ κ. Τσουκαλᾶ, ἐπροξένησεν ἀλγεινοτάτην ἐντύπωσιν ἡ τακτικὴ τοῦ ὑπουργοῦ τῶν Ναυτικῶν ὥστε ἀποφασίσῃ νὰ κηρύξῃ πόλεμον ἐξοντώσεως κατὰ τοῦ κ. Τσουκαλᾶ ἐξακολουθεῖ μὲ πεῖσμα ἀνεξήγητον καὶ τελείως ἀδικαιολόγητον νὰ ἀποστέλλῃ καθ' ἑκάστην διαφόρους μάρτυρας ἐκ τῶν φανατικωτέρων ἐχθρῶν τοῦ κ. Τσουκαλᾶ μὲ προφανῆ πρόθεσιν ὅπως διὰ τῆς καταθέσεως τούτων ἐπιβαρυνθῇ ἡ θέσις τοῦ τελευταίου. ΜΗΤΕΡΑ ΦΛΑΖΟΥΣΑ ΤΟ ΠΑΙΔΙ ΤΗΣ ΕΞ ΑΠΡΟΣΕΞΙΑΣ Τραγικὴ πολὺ σκηνὴ κατεπράχθη χθὲς τὴν μεσημβρίαν τῆς Πειραϊκῆς συνοικίας τῶν Σφαγείων πηγάδι. Ἡ Σοφία Σαλταγκέα ἐκάθιζεν χάμω μὲ ἐγκαινίαν τὸ παιδί της ἐπὶ τοῦ Σαλαμίνος Ἰουλίου ὁπισθεν τοῦ δρόμου. — Βρὲ Γιάννη μετάξου τοῦ μαγκαλιοῦ καὶ κάθου καλὰ ἐκεῖ ποῦ κάθεσαι. — Τώρα ἔρχομαι καλὰ μαμά. Ἀλλ' ὁ μικρὸς μὲ τὸ παιχνίδι ἀνησυχῶν φαίνεται τὴν μητρικὴν παραγγελίαν. — Βρὲ δὲν ἀκούς τοῦ σοῦ μιλῶ. Κάνε γρήγορα μωρὲ καὶ φεύγα. Ἡ Σαλταγκέα ἐξωργίσθεῖσα ἀπὸ τὴν ἀνυπακοήν τοῦ μικροῦ ἐπέταξε τὸ ματσούκι πρὸς κεφαλήν ὅπως αὐτὸ ἐκτείνεται. Ἀτυχῶς δὲ ὁ σουγιᾶς ἐνέπαιξε μᾶλλον κατὰ τοῦ μετώπου ἐπιφέρον ἐπικίνδυνον τραῦμα. ΕΙΣ ΤΗΝ ΕΙΣΑΓΓΕΛΙΑΝ Εἰς τὰς χειρουργικὰς τοῦ μικροῦ ἐτράβηξεν αἱ γείτονες οἱ ὁποῖοι μετέφερον τὸ μικρὸν εἰς τὸ Ζάννειον νοσοκομεῖον. Ἡ μήτηρ συλληφθεῖσα μετ' ὀλίγον ὡδηγήθη εἰς τὸν Ἐβδομον ἀστυνομικὸν τμῆμα, ὅπου καὶ παραπέμπεται εἰς τὸν Εἰσαγγελέα. ΑΣΤΥΝΟΜΙΚΑΙ ΑΝΑΚΡΙΣΕΙΣ ΕΠΙ ΤΟΥ ΕΓΚΛΗΜΑΤΟΣ Καὶ πάλιν χθὲς κατήλθον εἰς τὸν Πειραιᾶ ὁ ἐπιθεωρητὴς τῆς χωροφυλακῆς κ. Π. Ραζέλος ὁ ὁποῖος ἐνεργεῖ ἀνακρίσεις ἐπὶ τῆς ἀνηθείας τῆς ἀστυνομίας σχετικῶς πρὸς τὴν ἐξαφάνισιν τοῦ ἄλλοτε Μάρκου. Ὁ κ. Ραζέλος ἐξήτασε χθὲς τὴν μητέρα τοῦ ἀτυχοῦς παιδὸς καὶ δύο ἀστυνομικούς. ΠΑΡΑΔΟΞΟΣ ΔΙΑΤΑΓΗ Σχετικῶς πρὸς τὰς ἀνακρίσεις αὐτὰς καὶ τὰς προηγουμένας ἐπιτελεῖται παρασκευὴ ἐπὶ τῆς ἀστυνομικῆς ὑπηρεσίας. Ὁ δήμαρχος ἐφιστᾷ τὴν προσοχὴν τῆς Ἀστυνομίας Πειραιῶς διὰ τὰ διάφορα μεταφερόμενα ἐνόπλους πολίτας. Ὡς δὴ ἐξάγεται, ὁ ἀστυνόμος μὲ βαθμὸν τῆς ἀστυνομίας ἐκτίμηται. Ὁ δὲ κ. Δα συνεσκέφθη ἐκτενῶς μὲ τὸν κ. Μπάνγκαν. — Νὰ παρουσιάσῃ τὸν Πειραιᾶ εἰς τὴν ὑπηρεσίαν τῶν νέων ὁπλισμένων περιόδων. Ἐπεὶ ἡ ἀστυνομία θὰ εἶναι καλὰ καὶ οἱ Πειραιεῖς καλλίτεροι. ΔΙΑΨΕΥΣΙΣ ΣΥΜΠΛΟΚΗΣ ΚΕΤΤΙΓΗΝ, 6 Αὐγούστου. — Διαψεύδεται κατηγορηματικῶς ἡ εἴδησις περὶ συμπλοκῆς συνεπείᾳ μετὰ μαχροθουνιώτου τῆς συμμορίας, ὅπως ἰσχυρίζεται ἡ «Γαζ. Ζαλέτση». (Ἀθηρ. Πρακτ.) (10, 50, 252, 1630)
section-heading: ΠΩΣ ΚΡΙΝΟΝΤΑΙ ΑΙ ΚΑΤΑΘΕΣΕΙΣ ΤΩΝ ΜΑΡΤΥΡΩΝ (23, 264, 239, 293)
article-body: ΒΙΕΝΝΗ, 6 Αὐγούστου. — Τηλεγραφοῦσιν ἐκ Κωνσταντινουπόλεως ὅτι ἡ ἐπίσημος τῆς μεραρχίας ἐν Μοναστηρίῳ ἐπιδεικνύει τὸν στρατὸν εἰς τὴν Ἑλλάδα. Ὁ ἀριθμὸς τῶν στρατευμάτων ἀνέρχεται εἰς πολλὰς χιλιάδας. (Ἀθην. Πρακτ.) (833, 1928, 1094, 2052)
article-body: Εἶνε γνωσταὶ αἱ καταχρήσεις τῆς ὁποίας ἔφερεν εἰς φῶς ἡ ἐπιτεταμένη ἀνάκρισις τοῦ ἐπιμελητοῦ τοῦ κ. Ζωγράφου ὅστις ἀνέκαλυψεν τὰς διαφόρους καταχρήσεις τῶν διαφόρων στρατιωτικῶν ὑπηρεσιῶν. Ἀπὸ τῆς συστάσεως τοῦ Στρατιωτικοῦ τούτου ταμειοφυλακίου καταχρήσεις ἔκανε τὰς ἐνεργείας τῆς διαχειρίσεως. Η ΠΙ Μεραρχία διαπράξασα μεγάλας καταχρήσεις μετὰ τῶν κ. κ. Σουλιώτη τὴν διαχείρισιν ἐξελέγξασα ὥστε ἐφάνησαν ἐλλείμματα ἐπὶ δύο Μεράρχιῶν. Ὁ κ. Σουλιώτης περατώσας τὴν ἐξέτασιν τῆς διαχειρίσεως τῆς Μεραρχίας Λαρίσσης προτίθεται νὰ ὑποβάλῃ τὰ πορίσματα αὐτῆς εἰς τὸ ὑπουργεῖον τῶν Στρατιωτικῶν. (268, 1461, 531, 1754)
dateline: ΒΙΕΝΝΗ, Κυριακὴ πρωΐα. (282, 224, 499, 239)
article-body: — Ὁ «Νέος Ἐλ. Τύπος» πληροφορεῖται ἐκ ἀσφαλοῦς πηγῆς ὅτι κατὰ τὴν τελευταίαν συνάντησιν μεταξὺ τοῦ Αὐτοκράτορος Γουλιέλμου καὶ τοῦ καγκελλαρίου Κιντέρλεν Βαίχτερ, ἐγκρίνει ἡ Αὐτοκράτωρ πλήρεστατα τὴν πολιτικὴν τῆς Γερμανικῆς Κυβερνήσεως ἐν σχέσει πρὸς τὸ Γαλλογερμανικά. (828, 453, 1094, 577)
lead-deck: ΑΙ ΔΥΝΑΜΕΙΣ ΕΓΚΡΙΝΟΥΝ ΤΑΣ ΔΗΛΩΣΕΙΣ ΤΟΥ ΓΡΕΥ (432, 148, 930, 168)
article-body: — Τηλεγραφήματα ἐκ Ῥώμης ἀγγέλλουσιν ὅτι κατόπιν ἀποφάσεως τῆς Ἰταλικῆς Κυβερνήσεως διετάχθη τὸ Ἰταλικὸν θωρηκτὸν «Βαρέζε» ν' ἀποπλεύσῃ πάραυτα διὰ τὰ Κρητικὰ ὕδατα. Ἡ εἴδησις αὕτη γνωσθεῖσα ἐνταῦθα προὐξένησε ζωηροτάτην ἐντύπωσιν, δὲν φαίνεται δὲ ὅμως ἀπολύτως ἐξηγημένη σχέσις μὲ τὰς τελευταίας ἀποφάσεις τῆς Τουρκίας τοῦ Κρητικοῦ ζητήματος. (268, 239, 532, 409)
lead-column: ΒΙΕΝΝΗ, Κυριακὴ πρωΐα. — Τηλεγραφήματα ἐκ Ῥώμης ἀγγέλλουσιν ὅτι κατόπιν ἀποφάσεως τῆς Ἰταλικῆς Κυβερνήσεως διετάχθη τὸ Ἰταλικὸν θωρηκτὸν «Βαρέζε» ν' ἀποπλεύσῃ πάραυτα διὰ τὰ Κρητικὰ ὕδατα. Ἡ εἴδησις αὕτη γνωσθεῖσα ἐνταῦθα προὐξένησε ζωηροτάτην ἐντύπωσιν, δὲν φαίνεται δὲ ὅμως ἀπολύτως ἐξηγημένη σχέσις μὲ τὰς τελευταίας ἀποφάσεις τῆς Τουρκίας τοῦ Κρητικοῦ ζητήματος. ⁂ ΑΙ ΠΡΟΣΤΑΤΙΔΕΣ ΣΥΝΕΦΩΝΗΣΑΝ ΕΙΣ ΤΗΝ ΜΗ ΑΝΑΚΙΝΗΣΙΝ ΤΟΥ ΖΗΤΗΜΑΤΟΣ ΒΙΕΝΝΗ, Κυριακὴ πρωΐα. — Παρὰ τοῖς ἐνταῦθα διπλωματικοῖς κύκλοις ἐπικρατεῖ ἡ πεποίθησις ὅτι αἱ Προστάτιδες Δυνάμεις εἶναι τελείως σύμφωνοι πρὸς τὰς δηλώσεις τοῦ Ἄγγλου ὑπουργοῦ τῶν Ἐξωτερικῶν τῆς Ἀγγλίας Σὲρ Ἔ. Γκρέϋ πρὸς τὸν Ὀθωμανὸν πρεσβευτὴν τῆς Τουρκίας Τεφὴκ πασᾶν σχετικῶς πρὸς τὸ Κρητικὸν ζήτημα. Ἡ διπλωματία ὥστε εἶχε γίνει εἰς τὴν Ἑλλάδα ἐκ τῆς Κρήτης. ⁂ Ο ΕΚΘΡΟΝΙΣΘΕΙΣ ΣΑΧΗΣ ΕΠΙΔΕΙΞΑΣ ΠΡΟΣ ΤΗΝ ΤΕΧΕΡΑΝΗΝ ΒΙΕΝΝΗ, Κυριακὴ πρωΐα. — Ὁ ἐν Τεχεράνῃ ἀνταποκριτὴς τῶν «Τάϊμς» τηλεγραφεῖ εἰς τὴν ἐφημερίδα του ὅτι ὁ ἐκθρονισθεὶς Σάχης προσελκύει νεκρόφορας καὶ θὰ ἔλθῃ ἐξ ἐκείνου. ⁂ ΤΟ ΙΤΑΛΙΚΟΝ ΘΩΡΗΚΤΟΝ «ΣΑΝ ΤΖΙΟΡΤΖΙΟ» ΚΑΤΕΣΤΡΑΦΗ ΒΙΕΝΝΗ, Κυριακὴ πρωΐα. (268, 224, 532, 823)
article-headline: ΑΣΤΥΝΟΜΙΚΑΙ ΑΝΑΚΡΙΣΕΙΣ (13, 1080, 249, 1099)
article-body: Τραγικὴ πολὺ σκηνὴ κατεπράχθη χθὲς τὴν μεσημβρίαν τῆς Πειραϊκῆς συνοικίας τῶν Σφαγείων πηγάδι. Ἡ Σοφία Σαλταγκέα ἐκάθιζεν χάμω μὲ ἐγκαινίαν τὸ παιδί της ἐπὶ τοῦ Σαλαμίνος Ἰουλίου ὁπισθεν τοῦ δρόμου. — Βρὲ Γιάννη μετάξου τοῦ μαγκαλιοῦ καὶ κάθου καλὰ ἐκεῖ ποῦ κάθεσαι. — Τώρα ἔρχομαι καλὰ μαμά. Ἀλλ' ὁ μικρὸς μὲ τὸ παιχνίδι ἀνησυχῶν φαίνεται τὴν μητρικὴν παραγγελίαν. — Βρὲ δὲν ἀκούς τοῦ σοῦ μιλῶ. Κάνε γρήγορα μωρὲ καὶ φεύγα. Ἡ Σαλταγκέα ἐξωργίσθεῖσα ἀπὸ τὴν ἀνυπακοήν τοῦ μικροῦ ἐπέταξε τὸ ματσούκι πρὸς κεφαλήν ὅπως αὐτὸ ἐκτείνεται. Ἀτυχῶς δὲ ὁ σουγιᾶς ἐνέπαιξε μᾶλλον κατὰ τοῦ μετώπου ἐπιφέρον ἐπικίνδυνον τραῦμα. (10, 630, 252, 939)
bottom-deck: ΤΙ ΕΦΕΡΕΝ ΕΙΣ ΦΩΣ Η ΑΝΑΚΡΙΣΙΣ (268, 1430, 813, 1455)
article-body: Τὸ ζήτημα τῆς παραιτήσεως τοῦ Διευθυντοῦ τῆς Ἑταιρίας τῶν Τροχιοδρόμων κ. Δούμα φαίνεται ὅτι λαμβάνει διαστάσεις κατόπιν τῆς μὴ εἰσέτι λήψεως ἀποφάσεως παρὰ τῆς ἐν Βρυξέλλαις Διευθύνσεως τῆς Ἑταιρίας ἐπὶ τῆς ἐν εἴδει τελεσιγράφου διατυπωθείσης αἰτήσεως τῶν προσωπικῶν τῆς Ἑταιρίας περὶ ἀντικαταστάσεως τοῦ κ. Δούμα. Χθὲς ἡ ἐπιτροπὴ τῶν ὑπαλλήλων μετέβη παρὰ τῷ κ. Νικολαΐδῃ καὶ τῷ κ. Ἰ. Δέλτα καὶ τοῖς ἐξήγησεν τὰ αἰτήματα αὐτῆς. (1106, 391, 1340, 623)
article-headline: ΠΑΡΑΔΟΞΟΣ ΔΙΑΤΑΓΗ (48, 1268, 214, 1284)
article-body: — Ὁ ἐν Τεχεράνῃ ἀνταποκριτὴς τῶν «Τάϊμς» τηλεγραφεῖ εἰς τὴν ἐφημερίδα του ὅτι ὁ ἐκθρονισθεὶς Σάχης προσελκύει νεκρόφορας καὶ θὰ ἔλθῃ ἐξ ἐκείνου. (268, 699, 532, 761)
article-body: Ἕνεκεν τῆς ὑποβληθείσης παραιτήσεως τοῦ Σεβαστοῦ μας Διευθυντοῦ, ὅπως τὸ προσωπικὸν τῆς Ἑταιρίας καθ' ὅπου ὑπάρχουσι πιεζόμενοι νὰ τὸν ἐπαναφέρωσιν, συνεκλήθη τὴν 15ην προσεχοῦς μηνός ἐκτακτος γενικὴ συνέλευσις. Βλέποντες ὅτι ἡ Ἑταιρία ἀποβλέπει εἰς τὴν ἀπομάκρυνσιν τοῦ Διευθυντοῦ κ. Δούμα ἀποφασίσαμεν τὴν ἀπεργίαν. (1106, 682, 1340, 852)
article-continued: τοι νὰ ἔχωσι γνώμην ἀφοῦ ἦσαν δεκηγόροι τοῦ κ. Ἠπίτου. Τὸ ὑπουργεῖον τῶν Ναυτικῶν ἐξακολουθοῦν τὸ σύστημα τῆς ἀποδείξεως ὡς μαρτύρων ὅλων τῶν ἐχθρῶν τοῦ κ. Τσουκαλᾶ, ἀπέστειλε πάλιν χθὲς τὸν κ. Ἰπαπ. Δεληγιάννην πρώην ὑπουργὸν τῶν Ναυτικῶν μετὰ τοῦ ὁποίου ὁ κ. Τσουκαλᾶς ὡς γνωστὸν εἶχεν ἔλθει εἰς ρῆξιν, διὰ νὰ ἐξετασθῇ ὡς μάρτυς. Ὁ κ. Δεληγιάννης μὴ προλαβὼν χθὲς θὰ ἐξετασθῇ σήμερον τὴν πρωΐαν. (10, 50, 252, 250)
article-subheadline: Η ΣΥΜΠΡΑΞΙΣ ΤΩΝ κ.κ. ΓΟΥΝΑΡΗ-ΜΙΧΑΛΑΚΟΠΟΥΛΟΥ (1106, 130, 1594, 156)
dateline: ΒΙΕΝΝΗ, Κυριακὴ πρωΐα. (282, 468, 499, 484)
section-heading: ΟΛΟΚΛΗΡΟΣ ΕΤΑΙΡΙΑ ΚΑΤΑΧΡΑΣΤΩΝ (268, 1767, 531, 1782)
article-body: Καὶ ἐπειδὴ τὸ δικαστήριον εὗρε παραδεκτὴν τὴν μήνυσιν, ἐκάλεσε τὸν ἐκδότην κ. Ἀλεξανδράκην ὅπως ἀπολογηθῇ. Ὁ δὲ κ. Ἀλεξανδράκης ἀπήντησεν ἐνώπιον τῆς ἀνακρίσεως. Ἐξ ἄλλου ἡ ἐξέτασις συνεχίζεται διὰ νὰ ἀποδειχθῇ ἂν ἡ μήνυσις στερῇ τὴν βάσιν της. (1360, 1305, 1594, 1429)
section-heading: Η ΑΠΕΡΓΙΑ ΤΟΥ ΛΟΝΔΙΝΟΥ ΕΠΕΚΤΕΙΝΕΤΑΙ (871, 759, 1051, 788)
section-heading: ΕΠΙΚΕΙΤΑΙ ΑΠΕΡΓΙΑ ΤΗΝ ΔΕΥΤΕΡΑΝ (1394, 395, 1561, 424)
article-body: — Αἱ ἐνταῦθα ἐφημερίδες δημοσιεύουσιν ἐκ Ῥώμης ἐν σχέσει πρὸς τὴν πρὸ ἡμερῶν ἀγγελθεῖσαν ἀποστολὴν τοῦ Ἰταλικοῦ θωρηκτοῦ «Σὰν Τζιόρτζιο» τὴν γενομένην ὀλίγον ἔξωθεν τοῦ λιμένος τῆς Νεαπόλεως. Τὸ πρᾶγμα τοῦτο ὡς τεχνικὸν ἐπιτροπῶν, αἵτινες ἐξήτασαν τὸ σκάφος. Τὸ λόγον θεωροῦν τοῦτο σημαντικωτάτας βλάβας, θεωροῦνται δὲ ὡς τελείως καταστραμμένον. Ἡ συγκίνησις καθ' ὅλην τὴν Ἰταλίαν ἐκ τοῦ ἀπαισίου τούτου συμβάντος εἶναι μεγίστη. (552, 224, 808, 424)
section-heading: ΚΑΤΑ ΤΩΝ ΒΟΥΛΓΑΡΙΚΩΝ ΣΥΜΜΟΡΙΩΝ (596, 622, 765, 651)
bottom-subheadline: ΕΙΣ ΤΗΝ ΜΕΡΑΡΧΙΑΝ ΛΑΡΙΣΣΗΣ (273, 1393, 808, 1428)
article-body: — Ὁλόκληρος ὁ Ἀγγλικὸς τύπος σχολιάζων τὴν διακοπὴν τῶν Γαλλογερμανικῶν διαπραγματεύσεων ἐπικροτεῖ τὴν στάσιν τῆς Γαλλίας ἀπέναντι τῶν Γερμανικῶν προτάσεων ἀπαραδέκτους. Ἡ ἐμμονὴ αὕτη τῆς Γαλλίας γνωσθεῖσα ἐνταῦθα προὐξένησε ζωηροτάτην αἴσθησιν, ἐκφράζονται δὲ φόβοι ἐνδεχομένων σοβαρῶν περιπλοκῶν. (828, 224, 1094, 378)
paper-name: ΕΜΠΡΟΣ (715, 0, 885, 40)
section-subheading: ΤΟΥ ΤΟΥΡΚΙΚΟΥ ΣΤΡΑΤΟΥ (875, 1913, 1053, 1929)
article-headline: ΑΙ ΜΗΝΥΣΕΙΣ (1138, 1305, 1307, 1331)
section-subheading: ΔΙΑ ΤΟΝ ΚΟΝΤΟΓΙΑΝΝΗΝ (877, 1753, 1051, 1769)
column-rule (1098, 45, 1099, 2200)
section-banner: Επί Του Πιεστηρίου (1106, 48, 1594, 92)
section-heading: ΕΠΙΔΕΙΞΙΣ (834, 1884, 1094, 1914)
bottom-headline: ΝΕΑΙ ΟΙΚΟΝΟΜΙΚΑΙ ΚΑΤΑΧΡΗΣΕΙΣ (306, 1363, 775, 1391)
article-body: νόμενον εἰς βάρος τοῦ ἱδρύματος τούτου εἰκοσάδα χιλ. (833, 1362, 1094, 1393)
section-heading: Ο ΕΚΘΡΟΝΙΣΘΕΙΣ ΣΑΧΗΣ ΕΠΙΔΕΙΞΑΣ ΠΡΟΣ ΤΗΝ ΤΕΧΕΡΑΝΗΝ (278, 652, 522, 681)
section-heading: Η ΚΑΤΑΔΙΩΞΙΣ ΤΩΝ ΕΝΟΧΩΝ (863, 1582, 1065, 1597)
